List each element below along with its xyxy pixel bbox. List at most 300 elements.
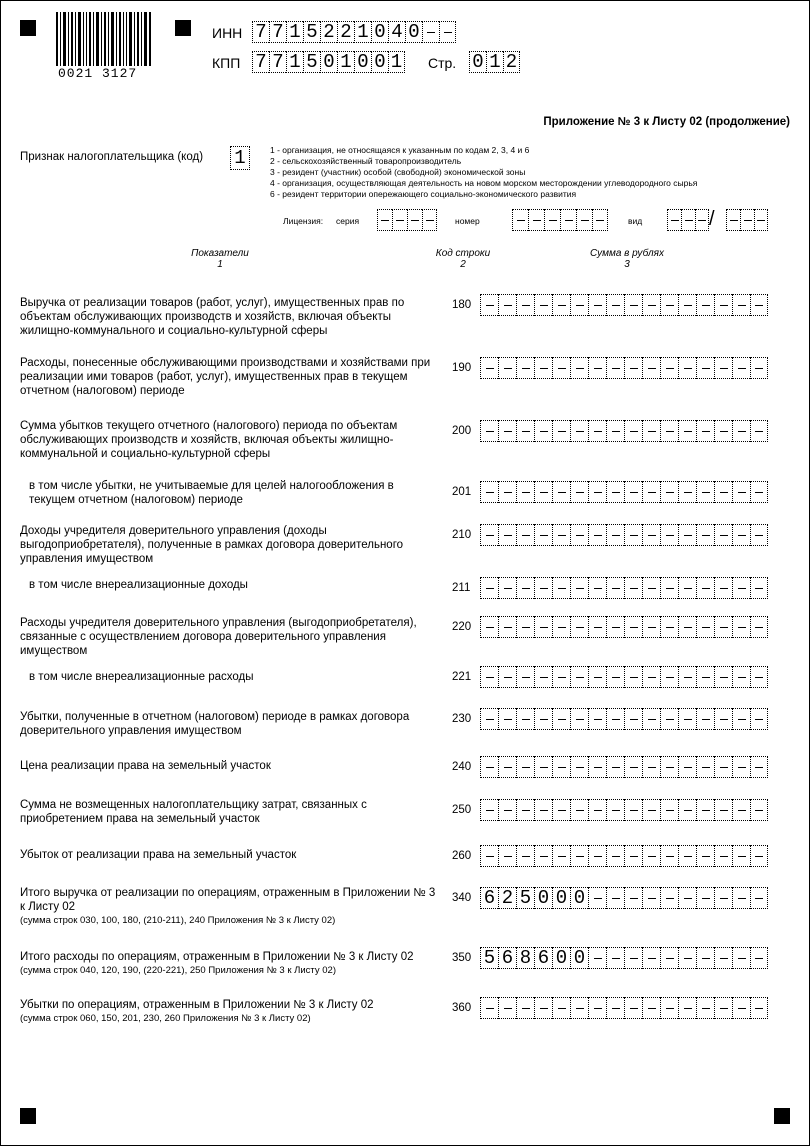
digit-cell [588,947,606,969]
digit-cell [592,209,608,231]
digit-cell: 0 [371,51,388,73]
digit-cell [588,481,606,503]
row-label-211 [29,578,440,592]
digit-cell [576,209,592,231]
digit-cell [714,577,732,599]
digit-cell [642,420,660,442]
row-text: Убытки, полученные в отчетном (налоговом) периоде в рамках договора доверительного управления имуществом [20,711,410,737]
digit-cell [732,845,750,867]
digit-cell [696,357,714,379]
digit-cell: 1 [486,51,503,73]
digit-cell [516,524,534,546]
row-text: Убыток от реализации права на земельный участок [20,849,297,861]
digit-cell [660,294,678,316]
digit-cell [588,420,606,442]
digit-cell [516,997,534,1019]
digit-cell [552,799,570,821]
inn-label: ИНН [212,25,243,41]
digit-cell [740,209,754,231]
digit-cell [534,799,552,821]
digit-cell [624,577,642,599]
line-code-260: 260 [452,850,472,862]
line-code-240: 240 [452,761,472,773]
digit-cell [714,666,732,688]
digit-cell: 5 [480,947,498,969]
row-formula-note: (сумма строк 060, 150, 201, 230, 260 Приложения № 3 к Листу 02) [20,1013,311,1024]
digit-cell [570,481,588,503]
line-code-221: 221 [452,671,472,683]
digit-cell [528,209,544,231]
digit-cell [606,524,624,546]
license-type-separator: / [709,208,715,230]
digit-cell [498,577,516,599]
legend-item: 4 - организация, осуществляющая деятельность на новом морском месторождении углеводородного сырья [270,178,698,188]
digit-cell [588,708,606,730]
digit-cell [660,997,678,1019]
line-code-200: 200 [452,425,472,437]
taxpayer-sign-label: Признак налогоплательщика (код) [20,151,204,163]
digit-cell [642,357,660,379]
digit-cell [606,887,624,909]
digit-cell [570,799,588,821]
digit-cell [498,357,516,379]
line-code-210: 210 [452,529,472,541]
digit-cell: 7 [252,21,269,43]
page-label: Стр. [428,55,457,71]
digit-cell [714,294,732,316]
digit-cell [552,294,570,316]
digit-cell [544,209,560,231]
license-number-field [512,209,608,231]
digit-cell [660,666,678,688]
line-code-211: 211 [452,582,471,594]
digit-cell [624,294,642,316]
row-label-200 [20,419,440,461]
digit-cell [588,799,606,821]
digit-cell: 7 [269,51,286,73]
line-code-190: 190 [452,362,472,374]
digit-cell: 0 [570,947,588,969]
digit-cell [588,524,606,546]
digit-cell [588,666,606,688]
amount-field-210 [480,524,768,546]
digit-cell [642,666,660,688]
digit-cell [660,845,678,867]
line-code-230: 230 [452,713,472,725]
digit-cell [624,997,642,1019]
digit-cell [660,887,678,909]
digit-cell [695,209,709,231]
taxpayer-sign-value: 1 [230,146,250,170]
digit-cell [660,577,678,599]
digit-cell [660,756,678,778]
digit-cell: 7 [269,21,286,43]
legend-item: 3 - резидент (участник) особой (свободной) экономической зоны [270,167,526,177]
digit-cell [678,845,696,867]
digit-cell [750,845,768,867]
row-label-210 [20,524,440,566]
license-type-field-2 [726,209,768,231]
amount-field-220 [480,616,768,638]
digit-cell [606,481,624,503]
digit-cell [732,799,750,821]
digit-cell [552,666,570,688]
row-label-180 [20,296,440,338]
digit-cell [714,799,732,821]
line-code-250: 250 [452,804,472,816]
digit-cell: 0 [552,887,570,909]
row-text: Расходы учредителя доверительного управления (выгодоприобретателя), связанные с осуществлением договора доверительного управления имуществом [20,617,417,657]
digit-cell [516,799,534,821]
digit-cell [552,357,570,379]
digit-cell [534,845,552,867]
digit-cell: 1 [337,51,354,73]
digit-cell: 8 [516,947,534,969]
row-text: в том числе внереализационные доходы [29,579,248,591]
digit-cell [750,756,768,778]
digit-cell [696,616,714,638]
amount-field-350 [480,947,768,969]
digit-cell [696,887,714,909]
digit-cell [588,887,606,909]
digit-cell [516,577,534,599]
digit-cell [732,357,750,379]
digit-cell: 0 [354,51,371,73]
row-text: Доходы учредителя доверительного управления (доходы выгодоприобретателя), полученные в рамках договора доверительного управления имуществом [20,525,404,565]
digit-cell [606,845,624,867]
digit-cell [570,616,588,638]
digit-cell [624,799,642,821]
digit-cell: 6 [498,947,516,969]
digit-cell [498,616,516,638]
digit-cell [750,616,768,638]
digit-cell [696,577,714,599]
digit-cell [498,524,516,546]
digit-cell [660,799,678,821]
digit-cell [392,209,407,231]
row-label-360 [20,998,440,1026]
digit-cell [642,577,660,599]
corner-marker-top-right [175,20,191,36]
digit-cell [754,209,768,231]
digit-cell [606,420,624,442]
corner-marker-bottom-left [20,1108,36,1124]
row-label-350 [20,950,440,978]
amount-field-221 [480,666,768,688]
amount-field-200 [480,420,768,442]
digit-cell [516,708,534,730]
digit-cell [534,708,552,730]
kpp-field [252,51,405,73]
digit-cell [534,481,552,503]
digit-cell [678,481,696,503]
digit-cell [588,577,606,599]
digit-cell [681,209,695,231]
digit-cell [696,294,714,316]
digit-cell [552,524,570,546]
row-text: Итого расходы по операциям, отраженным в Приложении № 3 к Листу 02 [20,951,414,963]
digit-cell [534,294,552,316]
digit-cell [678,756,696,778]
digit-cell [516,666,534,688]
digit-cell [512,209,528,231]
line-code-340: 340 [452,892,472,904]
digit-cell [696,420,714,442]
row-text: Сумма не возмещенных налогоплательщику затрат, связанных с приобретением права на земельный участок [20,799,367,825]
digit-cell [480,524,498,546]
digit-cell [534,357,552,379]
row-text: Расходы, понесенные обслуживающими производствами и хозяйствами при реализации ими товаров (работ, услуг), имущественных прав в текущем отчетном (налоговом) периоде [20,357,431,397]
digit-cell [750,294,768,316]
barcode-image [56,12,152,66]
digit-cell [732,294,750,316]
license-series-label: серия [336,216,360,226]
digit-cell [696,997,714,1019]
digit-cell: 4 [388,21,405,43]
digit-cell [498,756,516,778]
digit-cell [498,799,516,821]
digit-cell [714,756,732,778]
digit-cell [714,357,732,379]
amount-field-250 [480,799,768,821]
digit-cell [732,524,750,546]
digit-cell [678,887,696,909]
digit-cell [588,997,606,1019]
digit-cell [714,616,732,638]
amount-field-240 [480,756,768,778]
digit-cell [678,524,696,546]
digit-cell [480,756,498,778]
digit-cell [714,708,732,730]
digit-cell [534,666,552,688]
digit-cell [606,666,624,688]
license-series-field [377,209,437,231]
amount-field-201 [480,481,768,503]
digit-cell [732,708,750,730]
digit-cell [750,708,768,730]
digit-cell [570,357,588,379]
row-label-250 [20,798,440,826]
corner-marker-top-left [20,20,36,36]
inn-field [252,21,456,43]
digit-cell [588,756,606,778]
digit-cell [516,616,534,638]
digit-cell [642,997,660,1019]
digit-cell [732,997,750,1019]
digit-cell: 1 [354,21,371,43]
digit-cell [606,708,624,730]
amount-field-230 [480,708,768,730]
row-label-230 [20,710,440,738]
digit-cell [642,481,660,503]
digit-cell [480,481,498,503]
digit-cell [422,209,437,231]
amount-field-211 [480,577,768,599]
digit-cell: 0 [570,887,588,909]
digit-cell [606,997,624,1019]
digit-cell [750,577,768,599]
digit-cell [498,420,516,442]
row-text: Убытки по операциям, отраженным в Приложении № 3 к Листу 02 [20,999,374,1011]
digit-cell [714,845,732,867]
digit-cell [732,616,750,638]
digit-cell [750,799,768,821]
digit-cell [642,294,660,316]
digit-cell [642,887,660,909]
legend-item: 1 - организация, не относящаяся к указанным по кодам 2, 3, 4 и 6 [270,145,530,155]
digit-cell [678,666,696,688]
digit-cell: 2 [503,51,520,73]
digit-cell [696,524,714,546]
digit-cell [678,799,696,821]
digit-cell [606,357,624,379]
digit-cell [714,524,732,546]
digit-cell [606,756,624,778]
digit-cell [552,420,570,442]
digit-cell [534,756,552,778]
digit-cell [606,294,624,316]
digit-cell [480,357,498,379]
digit-cell [696,756,714,778]
row-label-221 [29,670,440,684]
digit-cell [732,481,750,503]
taxpayer-sign-legend [270,145,697,200]
digit-cell [642,845,660,867]
digit-cell [750,420,768,442]
column-header-line-code: Код строки 2 [435,248,491,270]
digit-cell [570,666,588,688]
digit-cell: 1 [286,51,303,73]
digit-cell [552,997,570,1019]
digit-cell [624,708,642,730]
amount-field-260 [480,845,768,867]
digit-cell [678,577,696,599]
digit-cell [660,708,678,730]
digit-cell [480,708,498,730]
digit-cell [750,887,768,909]
digit-cell [516,845,534,867]
digit-cell [660,947,678,969]
digit-cell: 2 [498,887,516,909]
digit-cell [570,997,588,1019]
digit-cell: 6 [480,887,498,909]
digit-cell: 5 [303,21,320,43]
amount-field-180 [480,294,768,316]
row-label-340 [20,886,440,928]
row-text: в том числе убытки, не учитываемые для целей налогообложения в текущем отчетном (налоговом) периоде [29,480,394,506]
digit-cell [552,481,570,503]
digit-cell [606,616,624,638]
digit-cell [660,481,678,503]
digit-cell: 0 [552,947,570,969]
digit-cell [480,799,498,821]
digit-cell [732,666,750,688]
digit-cell [534,524,552,546]
digit-cell [642,799,660,821]
digit-cell [714,481,732,503]
barcode-number: 0021 3127 [58,66,138,81]
line-code-350: 350 [452,952,472,964]
digit-cell [480,577,498,599]
digit-cell [534,997,552,1019]
digit-cell [498,845,516,867]
license-type-label: вид [628,216,643,226]
digit-cell [642,616,660,638]
digit-cell [498,997,516,1019]
digit-cell [606,577,624,599]
digit-cell [750,947,768,969]
digit-cell [642,708,660,730]
page-number-field [469,51,520,73]
digit-cell [714,947,732,969]
corner-marker-bottom-right [774,1108,790,1124]
digit-cell [678,997,696,1019]
digit-cell [570,577,588,599]
digit-cell: 5 [516,887,534,909]
digit-cell [660,524,678,546]
digit-cell [588,357,606,379]
digit-cell [407,209,422,231]
license-number-label: номер [455,216,480,226]
digit-cell [516,294,534,316]
digit-cell: 2 [320,21,337,43]
digit-cell [570,756,588,778]
row-label-260 [20,848,440,862]
digit-cell [588,294,606,316]
digit-cell [624,666,642,688]
digit-cell: 5 [303,51,320,73]
digit-cell [480,294,498,316]
digit-cell [696,845,714,867]
digit-cell [570,420,588,442]
digit-cell [678,357,696,379]
digit-cell [480,616,498,638]
digit-cell: 1 [388,51,405,73]
line-code-220: 220 [452,621,472,633]
digit-cell [660,616,678,638]
digit-cell [642,524,660,546]
digit-cell: 0 [371,21,388,43]
digit-cell [660,357,678,379]
digit-cell [480,420,498,442]
row-label-201 [29,479,440,507]
digit-cell [422,21,439,43]
line-code-201: 201 [452,486,472,498]
legend-item: 6 - резидент территории опережающего социально-экономического развития [270,189,577,199]
page-title: Приложение № 3 к Листу 02 (продолжение) [543,116,790,128]
row-label-220 [20,616,440,658]
amount-field-360 [480,997,768,1019]
digit-cell [750,666,768,688]
digit-cell [516,357,534,379]
digit-cell [480,845,498,867]
digit-cell [732,420,750,442]
digit-cell [667,209,681,231]
digit-cell [624,420,642,442]
row-label-190 [20,356,440,398]
digit-cell [588,616,606,638]
digit-cell [642,947,660,969]
digit-cell [678,708,696,730]
row-text: Итого выручка от реализации по операциям, отраженным в Приложении № 3 к Листу 02 [20,887,436,913]
digit-cell [588,845,606,867]
digit-cell [714,420,732,442]
digit-cell [726,209,740,231]
digit-cell [552,616,570,638]
digit-cell [534,420,552,442]
digit-cell [678,947,696,969]
digit-cell [624,616,642,638]
